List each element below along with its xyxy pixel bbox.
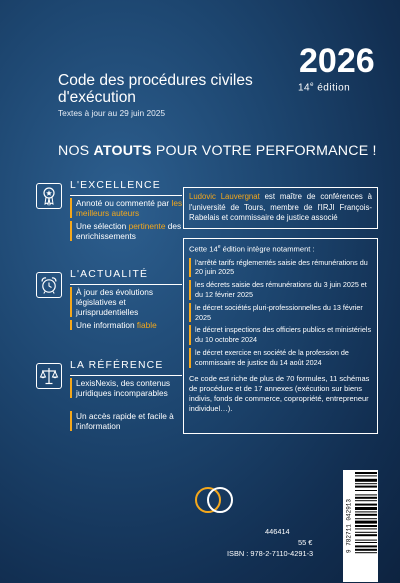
award-badge-icon	[36, 183, 62, 209]
pillar-bullet: À jour des évolutions législatives et jurisprudentielles	[70, 287, 188, 317]
divider	[70, 195, 182, 196]
divider	[70, 284, 182, 285]
author-box: Ludovic Lauvergnat est maître de conférences à l'université de Tours, membre de l'IRJI François-Rabelais et commissaire de justice associé	[183, 187, 378, 229]
list-item: le décret inspections des officiers publics et ministériels du 10 octobre 2024	[189, 325, 372, 345]
pillar-bullet: Un accès rapide et facile à l'information	[70, 411, 188, 431]
barcode-bars	[355, 472, 377, 580]
list-item: les décrets saisie des rémunérations du 3 juin 2025 et du 12 février 2025	[189, 280, 372, 300]
pillar-bullet: LexisNexis, des contenus juridiques incomparables	[70, 378, 188, 398]
contents-intro: Cette 14e édition intègre notamment :	[189, 244, 315, 254]
book-subtitle: Textes à jour au 29 juin 2025	[58, 108, 166, 118]
pillar-bullet: Une information fiable	[70, 320, 188, 330]
list-item: l'arrêté tarifs réglementés saisie des rémunérations du 20 juin 2025	[189, 258, 372, 278]
barcode-number: 9 782711 042913	[345, 498, 352, 554]
pillar-bullet: Une sélection pertinente des enrichissements	[70, 221, 188, 241]
pillar-bullet: Annoté ou commenté par les meilleurs auteurs	[70, 198, 188, 218]
scales-icon	[36, 363, 62, 389]
barcode	[343, 470, 378, 582]
edition-contents-box	[183, 238, 378, 434]
edition-year: 2026	[299, 42, 375, 80]
lexisnexis-logo-icon	[188, 480, 253, 520]
isbn: ISBN : 978-2-7110-4291-3	[227, 549, 314, 558]
edition-label: 14e édition	[298, 82, 351, 94]
book-title: Code des procédures civiles d'exécution	[58, 72, 253, 106]
pillar-title: LA RÉFÉRENCE	[70, 360, 164, 371]
contents-closing: Ce code est riche de plus de 70 formules, 11 schémas de procédure et de 17 annexes (exécution sur biens indivis, fonds de commerce, copropriété, entrepreneur individuel…).	[189, 373, 370, 413]
divider	[70, 375, 182, 376]
pillar-title: L'ACTUALITÉ	[70, 269, 149, 280]
price: 55 €	[298, 538, 313, 547]
list-item: le décret exercice en société de la profession de commissaire de justice du 14 août 2024	[189, 348, 372, 368]
headline: NOS ATOUTS POUR VOTRE PERFORMANCE !	[58, 143, 377, 159]
list-item: le décret sociétés pluri-professionnelles du 13 février 2025	[189, 303, 372, 323]
alarm-clock-icon	[36, 272, 62, 298]
product-code: 446414	[265, 527, 290, 536]
pillar-title: L'EXCELLENCE	[70, 180, 161, 191]
